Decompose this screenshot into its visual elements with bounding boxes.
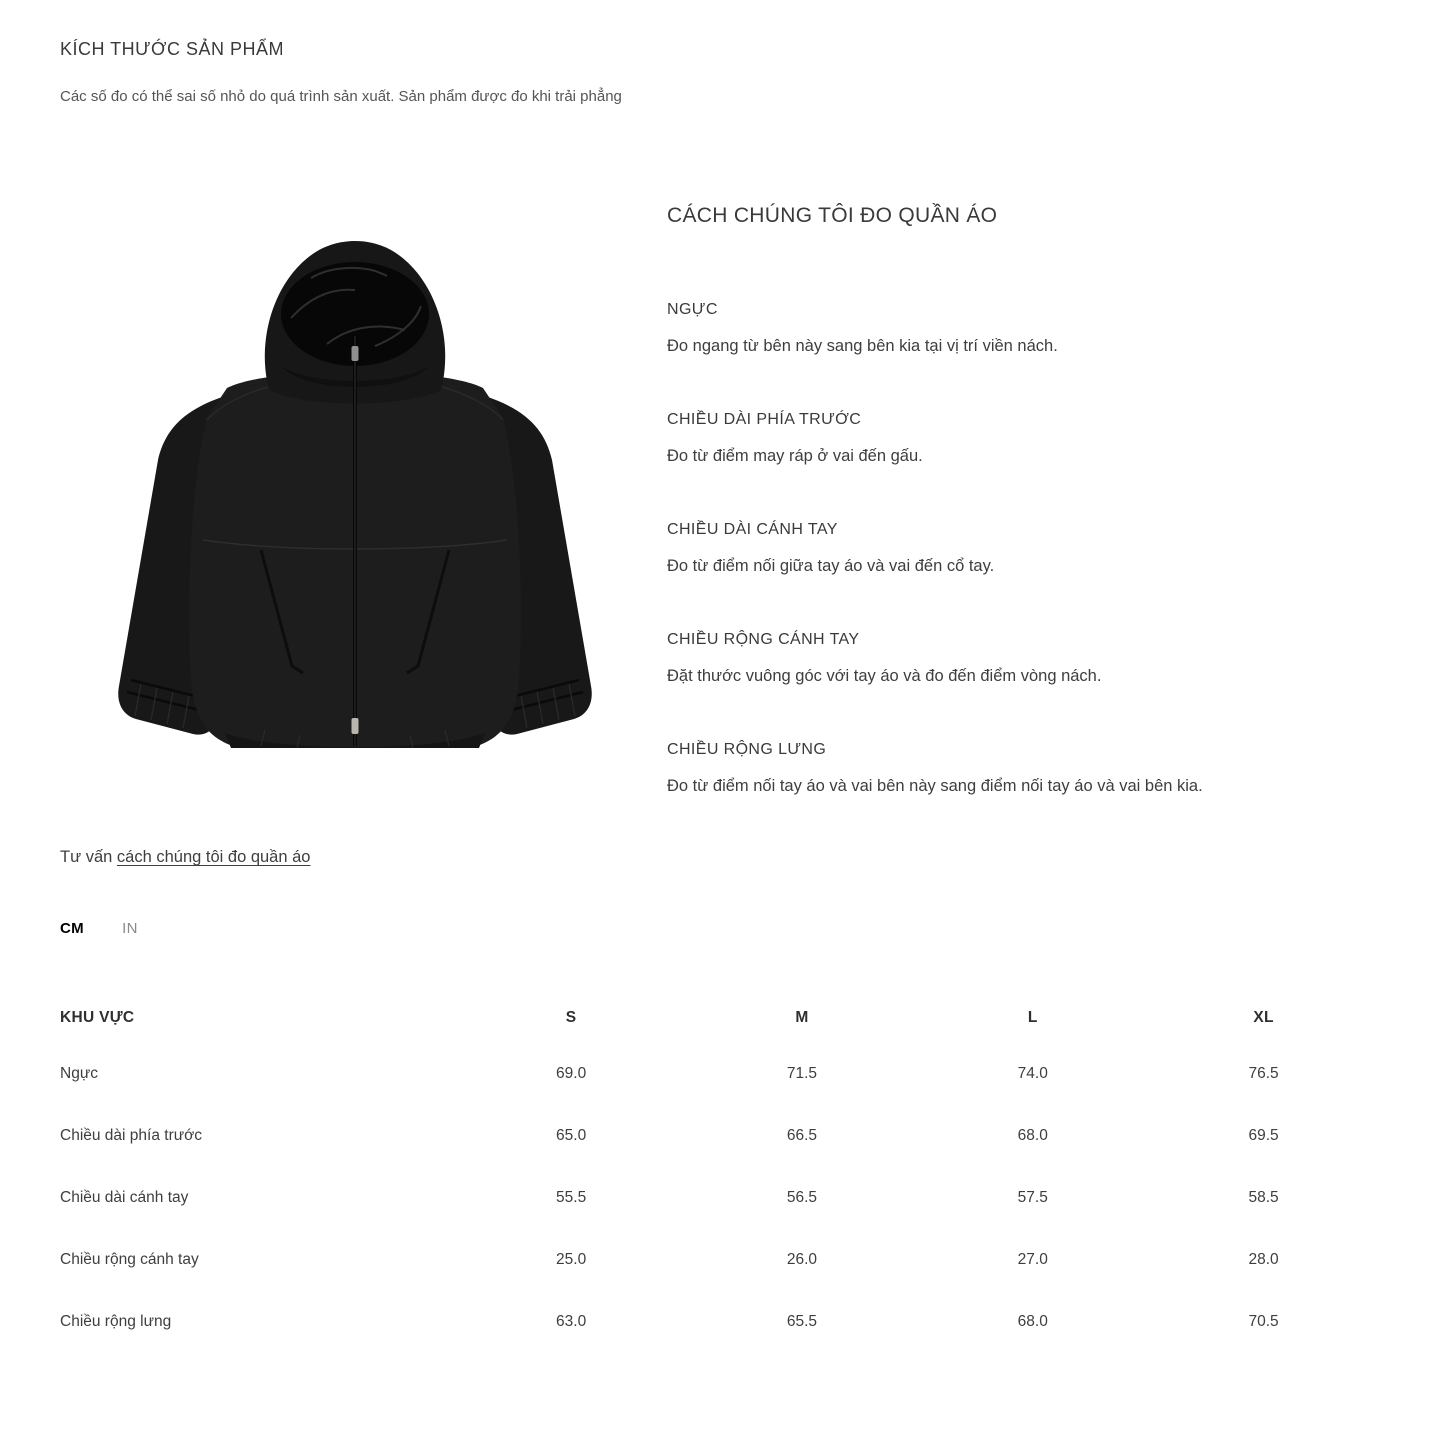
cell-value: 58.5: [1248, 1189, 1279, 1206]
row-label: Ngực: [60, 1065, 98, 1082]
table-row-front-length: [60, 1105, 1379, 1167]
cell-value: 71.5: [786, 1065, 817, 1082]
cell-value: 76.5: [1248, 1065, 1279, 1082]
guide-section-label: CHIỀU DÀI CÁNH TAY: [667, 521, 838, 538]
guide-section-description: Đo từ điểm may ráp ở vai đến gấu.: [667, 447, 923, 465]
guide-section-front-length: [667, 409, 1379, 467]
row-label: Chiều rộng cánh tay: [60, 1251, 199, 1268]
row-label: Chiều rộng lưng: [60, 1313, 172, 1330]
content-columns: [60, 200, 1379, 798]
page-subtitle: Các số đo có thể sai số nhỏ do quá trình sản xuất. Sản phẩm được đo khi trải phẳng: [60, 88, 622, 105]
cell-value: 27.0: [1017, 1251, 1048, 1268]
measure-guide-link[interactable]: cách chúng tôi đo quần áo: [116, 848, 311, 866]
unit-toggle-in[interactable]: IN: [122, 920, 138, 937]
guide-section-label: CHIỀU DÀI PHÍA TRƯỚC: [667, 411, 862, 428]
cell-value: 26.0: [786, 1251, 817, 1268]
guide-section-label: CHIỀU RỘNG CÁNH TAY: [667, 631, 860, 648]
table-row-back-width: [60, 1291, 1379, 1353]
cell-value: 69.5: [1248, 1127, 1279, 1144]
cell-value: 69.0: [556, 1065, 587, 1082]
guide-section-label: NGỰC: [667, 301, 718, 318]
guide-section-sleeve-length: [667, 519, 1379, 577]
guide-section-chest: [667, 299, 1379, 357]
product-image-column: [60, 200, 667, 798]
cell-value: 68.0: [1017, 1313, 1048, 1330]
table-row-sleeve-width: [60, 1229, 1379, 1291]
jacket-image: [75, 218, 635, 798]
size-header-m: M: [795, 1009, 809, 1026]
cell-value: 66.5: [786, 1127, 817, 1144]
guide-section-description: Đặt thước vuông góc với tay áo và đo đến điểm vòng nách.: [667, 667, 1102, 685]
cell-value: 68.0: [1017, 1127, 1048, 1144]
unit-toggle-cm[interactable]: CM: [60, 920, 84, 937]
product-image: [75, 218, 635, 798]
size-header-s: S: [565, 1009, 577, 1026]
cell-value: 56.5: [786, 1189, 817, 1206]
unit-toggle: [60, 920, 1379, 938]
guide-section-description: Đo ngang từ bên này sang bên kia tại vị trí viền nách.: [667, 337, 1058, 355]
guide-section-sleeve-width: [667, 629, 1379, 687]
table-row-sleeve-length: [60, 1167, 1379, 1229]
table-row-chest: [60, 1043, 1379, 1105]
size-header-l: L: [1027, 1009, 1038, 1026]
cell-value: 70.5: [1248, 1313, 1279, 1330]
cell-value: 55.5: [556, 1189, 587, 1206]
advice-prefix: Tư vấn: [60, 848, 117, 866]
cell-value: 65.0: [556, 1127, 587, 1144]
guide-section-description: Đo từ điểm nối giữa tay áo và vai đến cổ tay.: [667, 557, 995, 575]
cell-value: 74.0: [1017, 1065, 1048, 1082]
row-label: Chiều dài phía trước: [60, 1127, 203, 1144]
row-label: Chiều dài cánh tay: [60, 1189, 189, 1206]
advice-line: [60, 846, 1379, 868]
size-table: [60, 993, 1379, 1353]
region-header: KHU VỰC: [60, 1009, 135, 1026]
guide-section-back-width: [667, 739, 1379, 797]
cell-value: 57.5: [1017, 1189, 1048, 1206]
guide-section-description: Đo từ điểm nối tay áo và vai bên này sang điểm nối tay áo và vai bên kia.: [667, 777, 1203, 795]
cell-value: 28.0: [1248, 1251, 1279, 1268]
cell-value: 65.5: [786, 1313, 817, 1330]
cell-value: 25.0: [556, 1251, 587, 1268]
cell-value: 63.0: [556, 1313, 587, 1330]
size-table-header-row: [60, 993, 1379, 1043]
size-header-xl: XL: [1253, 1009, 1274, 1026]
measure-guide-title: CÁCH CHÚNG TÔI ĐO QUẦN ÁO: [667, 204, 998, 227]
page-title: KÍCH THƯỚC SẢN PHẨM: [60, 39, 284, 59]
measure-guide-sections: [667, 299, 1379, 797]
measure-guide: [667, 200, 1379, 798]
guide-section-label: CHIỀU RỘNG LƯNG: [667, 741, 827, 758]
